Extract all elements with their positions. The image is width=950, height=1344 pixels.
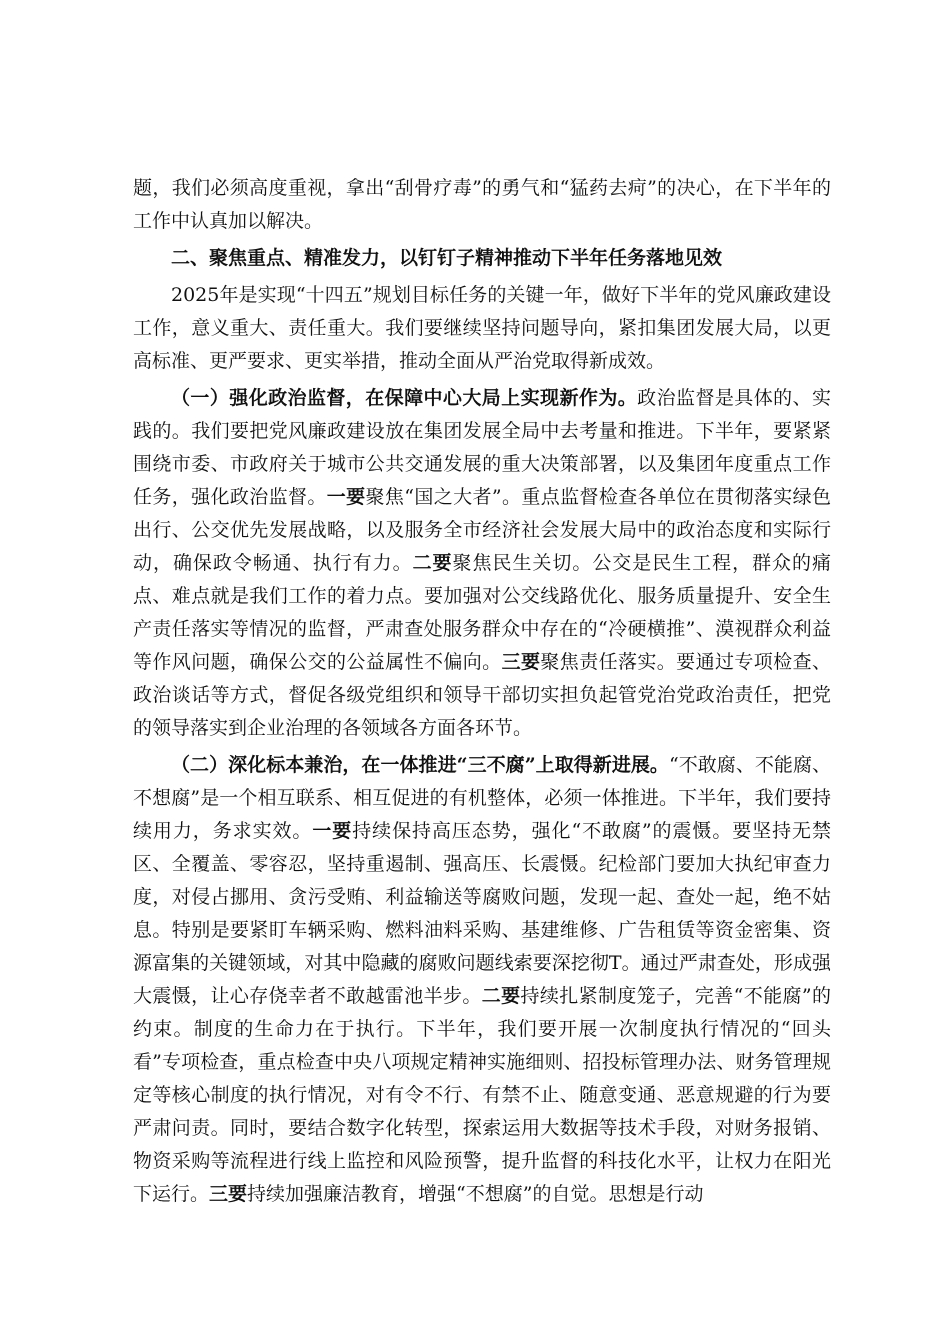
paragraph-three-no-corruption <box>133 749 831 1211</box>
subsection-title-2: （二）深化标本兼治，在一体推进“三不腐”上取得新进展。 <box>171 754 669 776</box>
keyword-second: 二要 <box>481 985 521 1007</box>
paragraph-intro: 2025年是实现“十四五”规划目标任务的关键一年，做好下半年的党风廉政建设工作，意义重大、责任重大。我们要继续坚持问题导向，紧扣集团发展大局，以更高标准、更严要求、更实举措，推动全面从严治党取得新成效。 <box>133 284 831 372</box>
paragraph-text: 持续扎紧制度笼子，完善“不能腐”的约束。制度的生命力在于执行。下半年，我们要开展一次制度执行情况的“回头看”专项检查，重点检查中央八项规定精神实施细则、招投标管理办法、财务管理规定等核心制度的执行情况，对有令不行、有禁不止、随意变通、恶意规避的行为要严肃问责。同时，要结合数字化转型，探索运用大数据等技术手段，对财务报销、物资采购等流程进行线上监控和风险预警，提升监督的科技化水平，让权力在阳光下运行。 <box>133 985 831 1205</box>
keyword-second: 二要 <box>412 552 453 574</box>
paragraph-political-supervision <box>133 382 831 745</box>
section-heading: 二、聚焦重点、精准发力，以钉钉子精神推动下半年任务落地见效 <box>171 247 723 269</box>
paragraph-text: 持续加强廉洁教育，增强“不想腐”的自觉。思想是行动 <box>247 1183 704 1205</box>
keyword-third: 三要 <box>501 651 541 673</box>
paragraph-text: 聚焦“国之大者”。重点监督检查各单位在贯彻落实绿色出行、公交优先发展战略，以及服务全市经济社会发展大局中的政治态度和实际行动，确保政令畅通、执行有力。 <box>133 486 831 574</box>
paragraph-text: “不敢腐、不能腐、不想腐”是一个相互联系、相互促进的有机整体，必须一体推进。下半年，我们要持续用力，务求实效。 <box>133 754 832 842</box>
paragraph-continuation: 题，我们必须高度重视，拿出“刮骨疗毒”的勇气和“猛药去疴”的决心，在下半年的工作中认真加以解决。 <box>133 177 831 232</box>
subsection-title-1: （一）强化政治监督，在保障中心大局上实现新作为。 <box>171 387 638 409</box>
keyword-third: 三要 <box>209 1183 248 1205</box>
keyword-first: 一要 <box>326 486 366 508</box>
paragraph-text: 聚焦责任落实。要通过专项检查、政治谈话等方式，督促各级党组织和领导干部切实担负起管党治党政治责任，把党的领导落实到企业治理的各领域各方面各环节。 <box>133 651 831 739</box>
document-body <box>133 172 831 1211</box>
paragraph-text: 持续保持高压态势，强化“不敢腐”的震慑。要坚持无禁区、全覆盖、零容忍，坚持重遏制、强高压、长震慑。纪检部门要加大执纪审查力度，对侵占挪用、贪污受贿、利益输送等腐败问题，发现一起、查处一起，绝不姑息。特别是要紧盯车辆采购、燃料油料采购、基建维修、广告租赁等资金密集、资源富集的关键领域，对其中隐藏的腐败问题线索要深挖彻T。通过严肃查处，形成强大震慑，让心存侥幸者不敢越雷池半步。 <box>133 820 831 1007</box>
paragraph-text: 政治监督是具体的、实践的。我们要把党风廉政建设放在集团发展全局中去考量和推进。下半年，要紧紧围绕市委、市政府关于城市公共交通发展的重大决策部署，以及集团年度重点工作任务，强化政治监督。 <box>133 387 831 508</box>
paragraph-text: 聚焦民生关切。公交是民生工程，群众的痛点、难点就是我们工作的着力点。要加强对公交线路优化、服务质量提升、安全生产责任落实等情况的监督，严肃查处服务群众中存在的“冷硬横推”、漠视群众利益等作风问题，确保公交的公益属性不偏向。 <box>133 552 831 673</box>
keyword-first: 一要 <box>312 820 353 842</box>
